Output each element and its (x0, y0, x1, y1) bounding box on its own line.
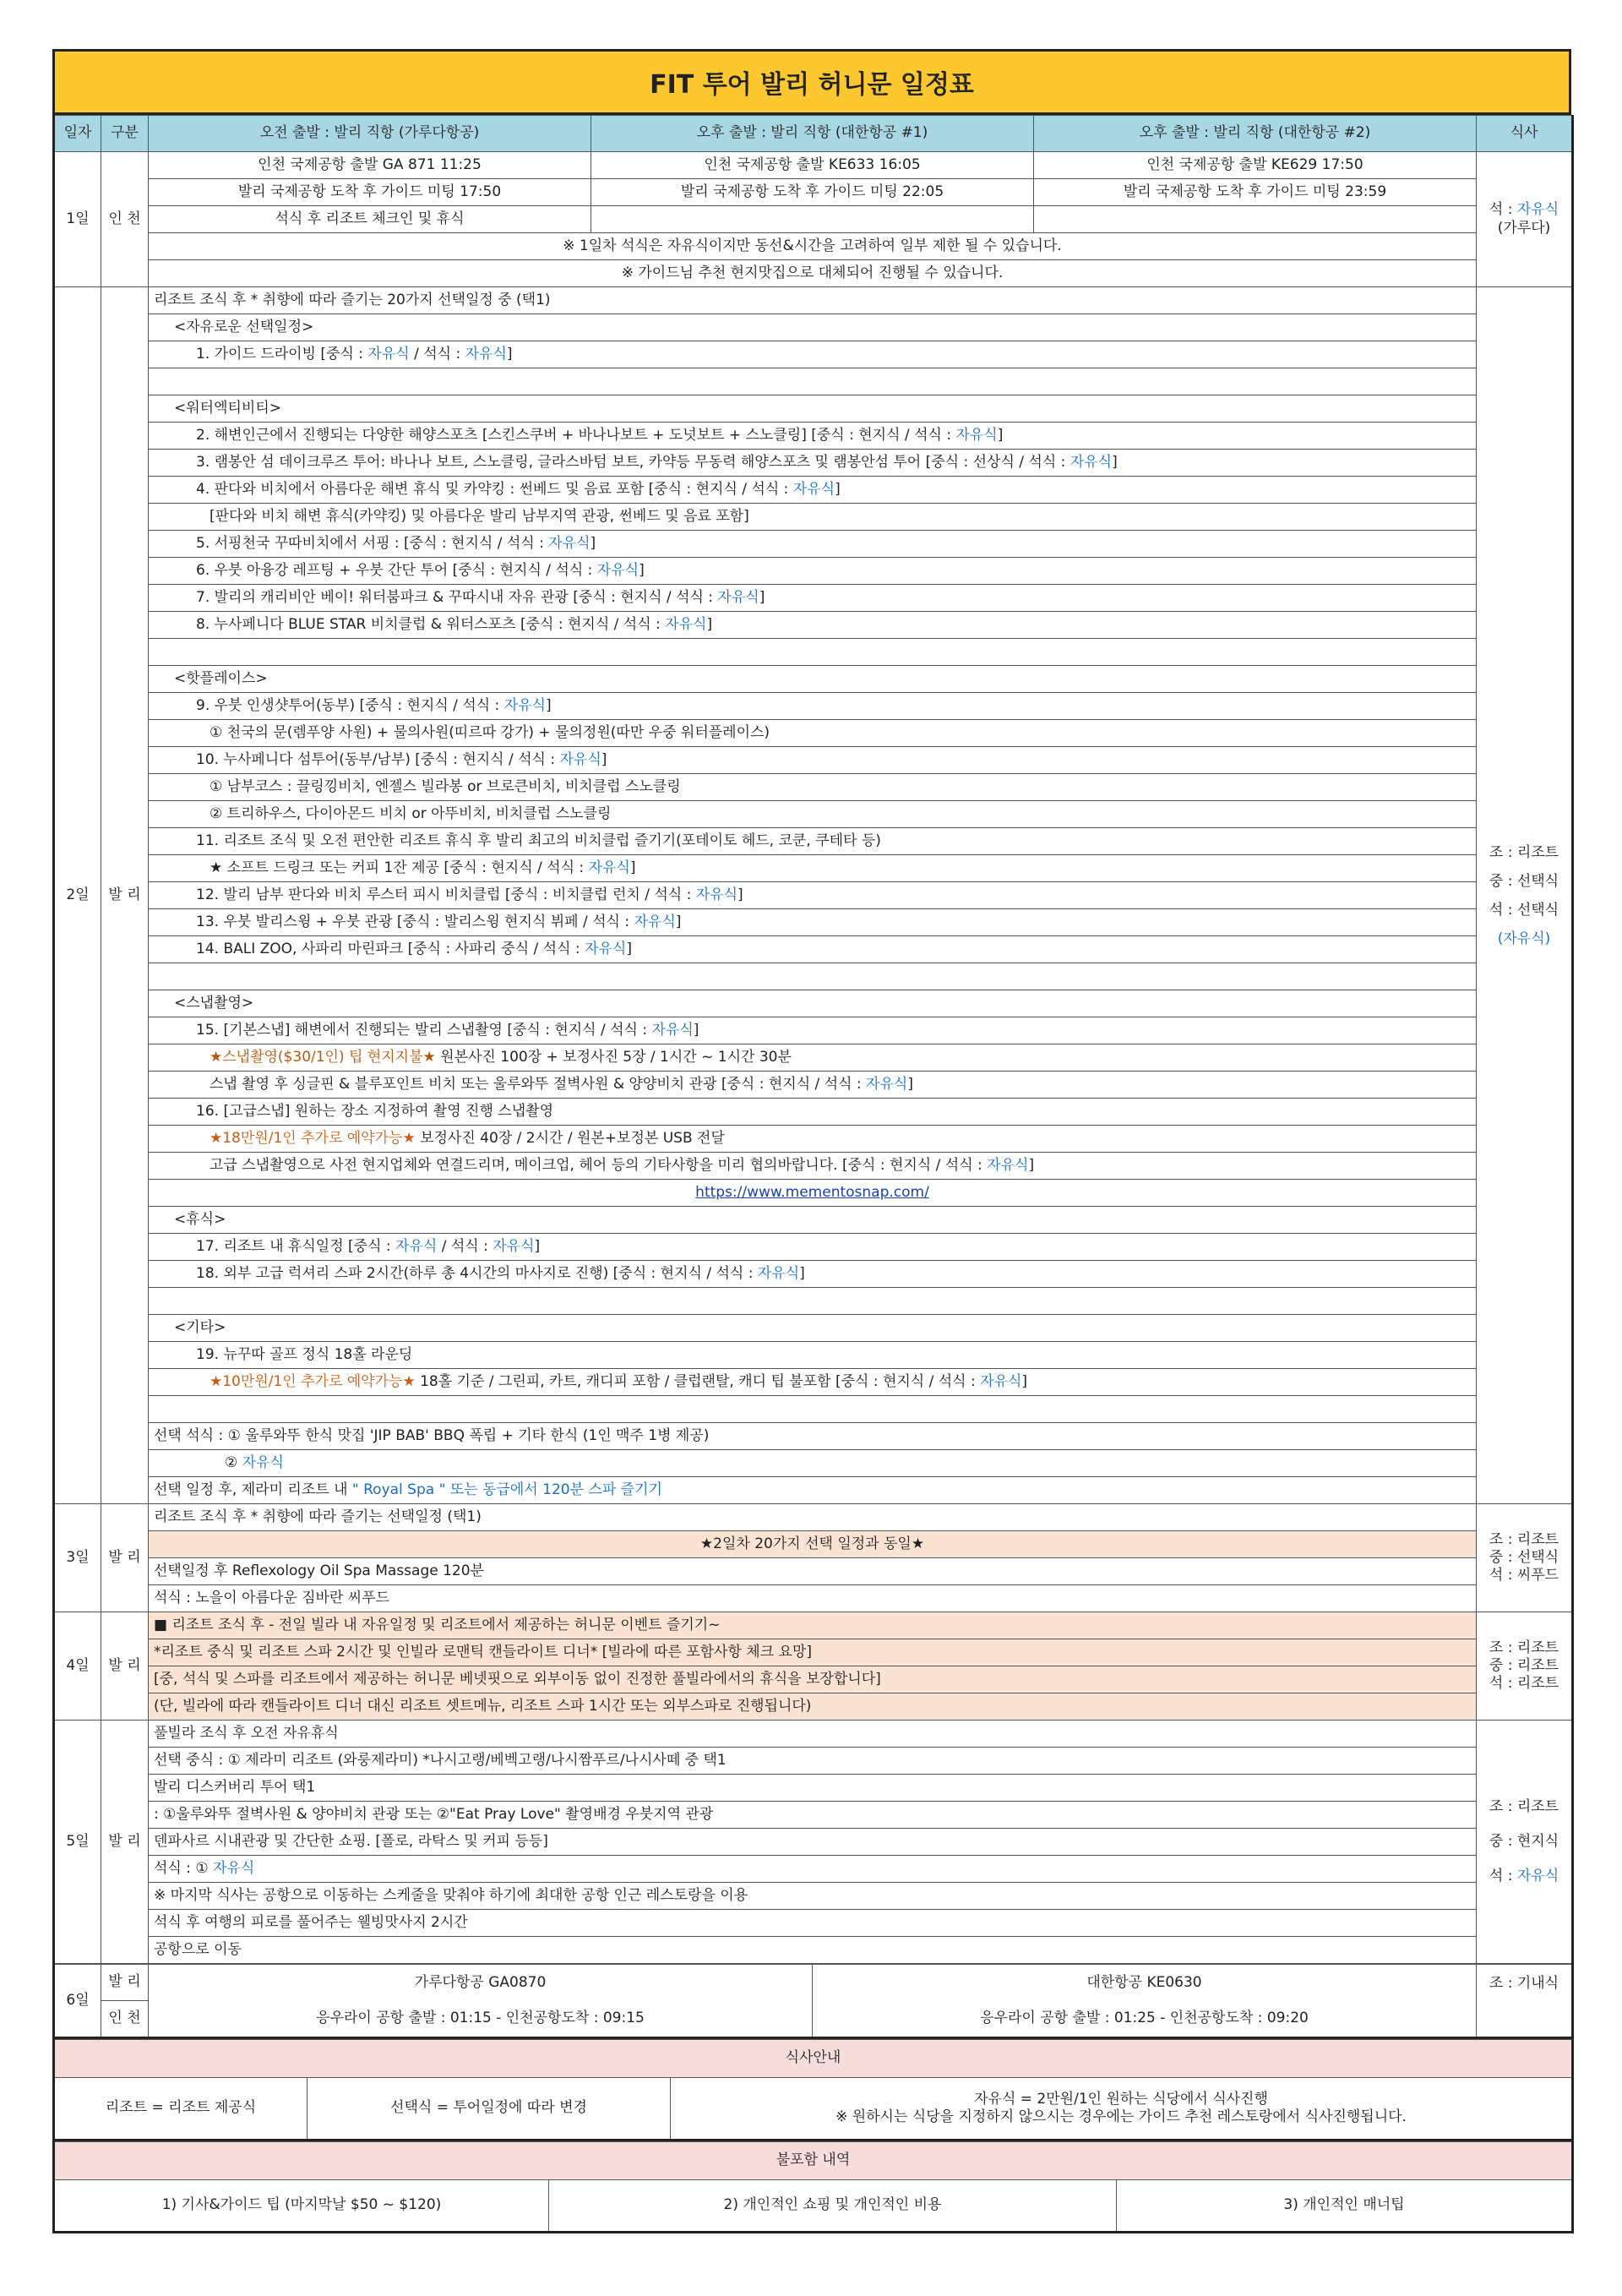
day2-hot-title: <핫플레이스> (149, 666, 1477, 693)
page-title: FIT 투어 발리 허니문 일정표 (52, 49, 1571, 115)
day2-item-7: 7. 발리의 캐리비안 베이! 워터붐파크 & 꾸따시내 자유 관광 [중식 : 현지식 / 석식 : 자유식] (149, 585, 1477, 612)
day2-item-19-sub: ★10만원/1인 추가로 예약가능★ 18홀 기준 / 그린피, 카트, 캐디피 포함 / 클럽랜탈, 캐디 팁 불포함 [중식 : 현지식 / 석식 : 자유식] (149, 1369, 1477, 1396)
day2-item-8: 8. 누사페니다 BLUE STAR 비치클럽 & 워터스포츠 [중식 : 현지식 / 석식 : 자유식] (149, 612, 1477, 639)
day2-item-5: 5. 서핑천국 꾸따비치에서 서핑 : [중식 : 현지식 / 석식 : 자유식] (149, 531, 1477, 558)
header-flight-morning: 오전 출발 : 발리 직항 (가루다항공) (149, 116, 591, 152)
day1-ga-arrive: 발리 국제공항 도착 후 가이드 미팅 17:50 (149, 179, 591, 206)
day1-note-1: ※ 1일차 석식은 자유식이지만 동선&시간을 고려하여 일부 제한 될 수 있습니다. (149, 233, 1477, 260)
meal-info-resort: 리조트 = 리조트 제공식 (54, 2078, 308, 2141)
day1-ke1-depart: 인천 국제공항 출발 KE633 16:05 (591, 152, 1034, 179)
excluded-item-3: 3) 개인적인 매너팁 (1117, 2180, 1573, 2233)
day6-ke-time: 응우라이 공항 출발 : 01:25 - 인천공항도착 : 09:20 (813, 2001, 1477, 2038)
day6-garuda-time: 응우라이 공항 출발 : 01:15 - 인천공항도착 : 09:15 (149, 2001, 813, 2038)
day2-item-15: 15. [기본스냅] 해변에서 진행되는 발리 스냅촬영 [중식 : 현지식 / 석식 : 자유식] (149, 1017, 1477, 1044)
day5-meal: 조 : 리조트 중 : 현지식 석 : 자유식 (1477, 1721, 1573, 1964)
header-row (54, 116, 1573, 152)
day6-garuda-flight: 가루다항공 GA0870 (149, 1965, 813, 2001)
day4-meal: 조 : 리조트 중 : 리조트 석 : 리조트 (1477, 1612, 1573, 1721)
day1-ga-depart: 인천 국제공항 출발 GA 871 11:25 (149, 152, 591, 179)
day6-ke-flight: 대한항공 KE0630 (813, 1965, 1477, 2001)
day5-row-6: 석식 : ① 자유식 (149, 1856, 1477, 1883)
day2-rest-title: <휴식> (149, 1207, 1477, 1234)
day2-item-16-sub1: ★18만원/1인 추가로 예약가능★ 보정사진 40장 / 2시간 / 원본+보정본 USB 전달 (149, 1126, 1477, 1153)
day2-snap-title: <스냅촬영> (149, 990, 1477, 1017)
excluded-table (52, 2141, 1574, 2233)
day2-item-11-sub: ★ 소프트 드링크 또는 커피 1잔 제공 [중식 : 현지식 / 석식 : 자유식] (149, 855, 1477, 882)
day2-spa: 선택 일정 후, 제라미 리조트 내 " Royal Spa " 또는 동급에서 120분 스파 즐기기 (149, 1477, 1477, 1504)
day2-item-15-sub2: 스냅 촬영 후 싱글핀 & 블루포인트 비치 또는 울루와뚜 절벽사원 & 양양비치 관광 [중식 : 현지식 / 석식 : 자유식] (149, 1072, 1477, 1099)
day6-table (52, 1964, 1574, 2039)
day3-label: 3일 (54, 1504, 101, 1612)
day2-item-16-sub2: 고급 스냅촬영으로 사전 현지업체와 연결드리며, 메이크업, 헤어 등의 기타사항을 미리 협의바랍니다. [중식 : 현지식 / 석식 : 자유식] (149, 1153, 1477, 1180)
day3-row-1: 리조트 조식 후 * 취향에 따라 즐기는 선택일정 (택1) (149, 1504, 1477, 1531)
day5-row-4: : ①울루와뚜 절벽사원 & 양야비치 관광 또는 ②"Eat Pray Love" 촬영배경 우붓지역 관광 (149, 1802, 1477, 1829)
day1-ga-checkin: 석식 후 리조트 체크인 및 휴식 (149, 206, 591, 233)
day2-item-9-sub: ① 천국의 문(렘푸양 사원) + 물의사원(띠르따 강가) + 물의정원(따만 우중 워터플레이스) (149, 720, 1477, 747)
day1-ke2-depart: 인천 국제공항 출발 KE629 17:50 (1034, 152, 1477, 179)
day2-item-16: 16. [고급스냅] 원하는 장소 지정하여 촬영 진행 스냅촬영 (149, 1099, 1477, 1126)
itinerary-table (52, 115, 1574, 1964)
meal-info-select: 선택식 = 투어일정에 따라 변경 (308, 2078, 671, 2141)
header-day: 일자 (54, 116, 101, 152)
day4-row-3: [중, 석식 및 스파를 리조트에서 제공하는 허니문 베넷핏으로 외부이동 없이 진정한 풀빌라에서의 휴식을 보장합니다] (149, 1666, 1477, 1693)
day6-place-bali: 발 리 (101, 1965, 149, 2001)
excluded-title: 불포함 내역 (54, 2142, 1573, 2180)
day6-meal: 조 : 기내식 (1477, 1965, 1573, 2038)
itinerary-sheet (52, 49, 1571, 2233)
day2-item-18: 18. 외부 고급 럭셔리 스파 2시간(하루 총 4시간의 마사지로 진행) [중식 : 현지식 / 석식 : 자유식] (149, 1261, 1477, 1288)
day1-place: 인 천 (101, 152, 149, 287)
meal-info-table (52, 2039, 1574, 2141)
day2-item-11: 11. 리조트 조식 및 오전 편안한 리조트 휴식 후 발리 최고의 비치클럽 즐기기(포테이토 헤드, 코쿤, 쿠테타 등) (149, 828, 1477, 855)
day3-row-2: ★2일차 20가지 선택 일정과 동일★ (149, 1531, 1477, 1558)
day2-item-4-sub: [판다와 비치 해변 휴식(카약킹) 및 아름다운 발리 남부지역 관광, 썬베드 및 음료 포함] (149, 504, 1477, 531)
day3-meal: 조 : 리조트 중 : 선택식 석 : 씨푸드 (1477, 1504, 1573, 1612)
excluded-item-1: 1) 기사&가이드 팁 (마지막날 $50 ~ $120) (54, 2180, 549, 2233)
day4-row-4: (단, 빌라에 따라 캔들라이트 디너 대신 리조트 셋트메뉴, 리조트 스파 1시간 또는 외부스파로 진행됩니다) (149, 1693, 1477, 1721)
day5-row-9: 공항으로 이동 (149, 1937, 1477, 1964)
day2-item-6: 6. 우붓 아융강 레프팅 + 우붓 간단 투어 [중식 : 현지식 / 석식 : 자유식] (149, 558, 1477, 585)
day1-row (54, 152, 1573, 179)
day4-place: 발 리 (101, 1612, 149, 1721)
header-meal: 식사 (1477, 116, 1573, 152)
day5-place: 발 리 (101, 1721, 149, 1964)
day2-item-19: 19. 뉴꾸따 골프 정식 18홀 라운딩 (149, 1342, 1477, 1369)
day4-row-1: ■ 리조트 조식 후 - 전일 빌라 내 자유일정 및 리조트에서 제공하는 허니문 이벤트 즐기기~ (149, 1612, 1477, 1639)
meal-info-title: 식사안내 (54, 2040, 1573, 2078)
day3-row-4: 석식 : 노을이 아름다운 짐바란 씨푸드 (149, 1585, 1477, 1612)
day6-label: 6일 (54, 1965, 101, 2038)
day2-item-9: 9. 우붓 인생샷투어(동부) [중식 : 현지식 / 석식 : 자유식] (149, 693, 1477, 720)
day4-row-2: *리조트 중식 및 리조트 스파 2시간 및 인빌라 로맨틱 캔들라이트 디너* [빌라에 따른 포함사항 체크 요망] (149, 1639, 1477, 1666)
header-flight-ke2: 오후 출발 : 발리 직항 (대한항공 #2) (1034, 116, 1477, 152)
day5-row-1: 풀빌라 조식 후 오전 자유휴식 (149, 1721, 1477, 1748)
day2-item-1: 1. 가이드 드라이빙 [중식 : 자유식 / 석식 : 자유식] (149, 341, 1477, 368)
header-flight-ke1: 오후 출발 : 발리 직항 (대한항공 #1) (591, 116, 1034, 152)
day2-dinner-2: ② 자유식 (149, 1450, 1477, 1477)
day5-row-5: 덴파사르 시내관광 및 간단한 쇼핑. [폴로, 라탁스 및 커피 등등] (149, 1829, 1477, 1856)
day6-place-incheon: 인 천 (101, 2001, 149, 2038)
day1-meal: 석 : 자유식 (가루다) (1477, 152, 1573, 287)
day2-item-12: 12. 발리 남부 판다와 비치 루스터 피시 비치클럽 [중식 : 비치클럽 런치 / 석식 : 자유식] (149, 882, 1477, 909)
day4-label: 4일 (54, 1612, 101, 1721)
header-type: 구분 (101, 116, 149, 152)
day2-free-title: <자유로운 선택일정> (149, 314, 1477, 341)
day2-item-10: 10. 누사페니다 섬투어(동부/남부) [중식 : 현지식 / 석식 : 자유식] (149, 747, 1477, 774)
day2-label: 2일 (54, 287, 101, 1504)
day2-snap-link[interactable]: https://www.mementosnap.com/ (149, 1180, 1477, 1207)
day2-item-17: 17. 리조트 내 휴식일정 [중식 : 자유식 / 석식 : 자유식] (149, 1234, 1477, 1261)
day5-row-7: ※ 마지막 식사는 공항으로 이동하는 스케줄을 맞춰야 하기에 최대한 공항 인근 레스토랑을 이용 (149, 1883, 1477, 1910)
day1-label: 1일 (54, 152, 101, 287)
day2-etc-title: <기타> (149, 1315, 1477, 1342)
meal-info-free: 자유식 = 2만원/1인 원하는 식당에서 식사진행 ※ 원하시는 식당을 지정하지 않으시는 경우에는 가이드 추천 레스토랑에서 식사진행됩니다. (671, 2078, 1573, 2141)
day2-dinner-1: 선택 석식 : ① 울루와뚜 한식 맛집 'JIP BAB' BBQ 폭립 + 기타 한식 (1인 맥주 1병 제공) (149, 1423, 1477, 1450)
excluded-item-2: 2) 개인적인 쇼핑 및 개인적인 비용 (549, 2180, 1117, 2233)
day2-item-4: 4. 판다와 비치에서 아름다운 해변 휴식 및 카약킹 : 썬베드 및 음료 포함 [중식 : 현지식 / 석식 : 자유식] (149, 477, 1477, 504)
day1-ke1-arrive: 발리 국제공항 도착 후 가이드 미팅 22:05 (591, 179, 1034, 206)
day1-ke2-arrive: 발리 국제공항 도착 후 가이드 미팅 23:59 (1034, 179, 1477, 206)
day5-row-2: 선택 중식 : ① 제라미 리조트 (와룽제라미) *나시고랭/베벡고랭/나시짬푸르/나시사떼 중 택1 (149, 1748, 1477, 1775)
day3-place: 발 리 (101, 1504, 149, 1612)
day2-item-3: 3. 램봉안 섬 데이크루즈 투어: 바나나 보트, 스노클링, 글라스바텀 보트, 카약등 무동력 해양스포츠 및 램봉안섬 투어 [중식 : 선상식 / 석식 : 자유식] (149, 450, 1477, 477)
day2-item-2: 2. 해변인근에서 진행되는 다양한 해양스포츠 [스킨스쿠버 + 바나나보트 + 도넛보트 + 스노클링] [중식 : 현지식 / 석식 : 자유식] (149, 423, 1477, 450)
day2-item-10-sub2: ② 트리하우스, 다이아몬드 비치 or 아뚜비치, 비치클럽 스노클링 (149, 801, 1477, 828)
day2-item-10-sub1: ① 남부코스 : 끌링낑비치, 엔젤스 빌라봉 or 브로큰비치, 비치클럽 스노클링 (149, 774, 1477, 801)
day3-row-3: 선택일정 후 Reflexology Oil Spa Massage 120분 (149, 1558, 1477, 1585)
day2-item-13: 13. 우붓 발리스윙 + 우붓 관광 [중식 : 발리스윙 현지식 뷔페 / 석식 : 자유식] (149, 909, 1477, 936)
day5-row-3: 발리 디스커버리 투어 택1 (149, 1775, 1477, 1802)
day5-label: 5일 (54, 1721, 101, 1964)
day2-item-14: 14. BALI ZOO, 사파리 마린파크 [중식 : 사파리 중식 / 석식 : 자유식] (149, 936, 1477, 963)
day5-row-8: 석식 후 여행의 피로를 풀어주는 웰빙맛사지 2시간 (149, 1910, 1477, 1937)
day2-place: 발 리 (101, 287, 149, 1504)
day2-meal: 조 : 리조트 중 : 선택식 석 : 선택식 (자유식) (1477, 287, 1573, 1504)
day2-water-title: <워터엑티비티> (149, 395, 1477, 423)
day2-intro: 리조트 조식 후 * 취향에 따라 즐기는 20가지 선택일정 중 (택1) (149, 287, 1477, 314)
day1-note-2: ※ 가이드님 추천 현지맛집으로 대체되어 진행될 수 있습니다. (149, 260, 1477, 287)
day2-item-15-sub1: ★스냅촬영($30/1인) 팁 현지지불★ 원본사진 100장 + 보정사진 5장 / 1시간 ~ 1시간 30분 (149, 1044, 1477, 1072)
